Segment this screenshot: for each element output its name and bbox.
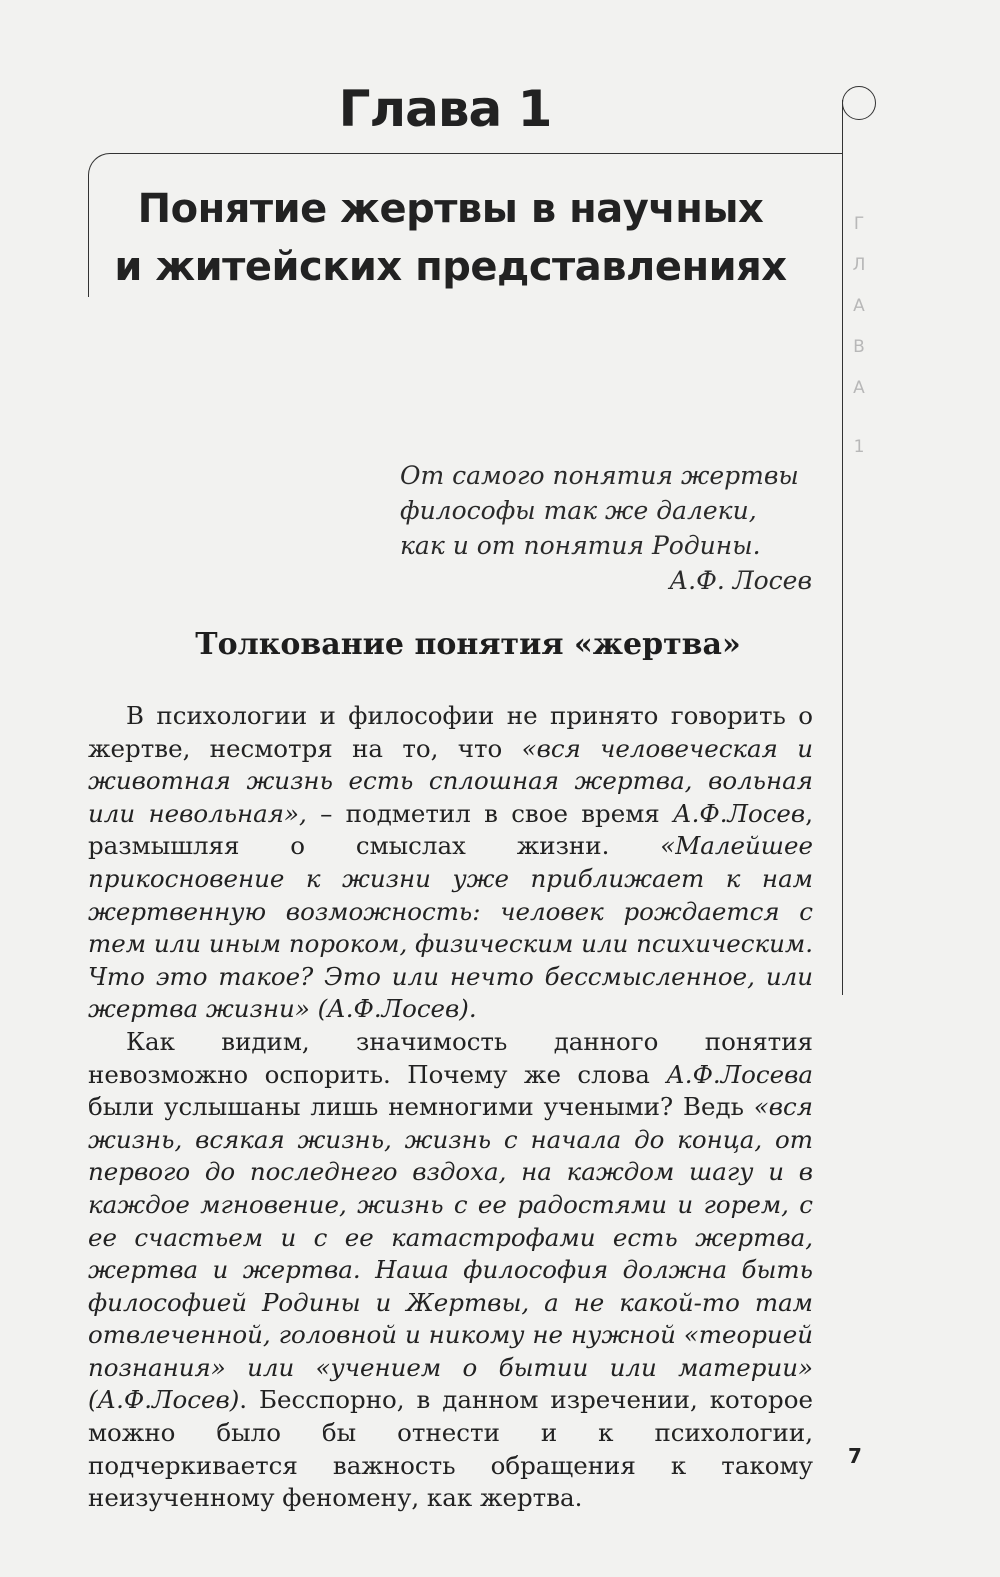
paragraph bbox=[88, 1026, 813, 1515]
chapter-title bbox=[88, 180, 813, 296]
chapter-tab-circle bbox=[842, 86, 876, 120]
side-tab-letter: В bbox=[853, 337, 865, 357]
quote-run: «вся жизнь, всякая жизнь, жизнь с начала до конца, от первого до последнего вздоха, на каждом шагу и в каждое мгновение, жизнь с ее радостями и горем, с ее счастьем и с ее катастрофами есть жертва, жертва и жертва. Наша философия должна быть философией Родины и Жертвы, а не какой-то там отвлеченной, головной и никому не нужной «теорией познания» или «учением о бытии или материи» (А.Ф.Лосев) bbox=[88, 1092, 813, 1415]
side-tab-letter: А bbox=[853, 296, 865, 316]
text-run: . Бесспорно, в данном изречении, которое можно было бы отнести и к психологии, подчеркивается важность обращения к такому неизученному феномену, как жертва. bbox=[88, 1385, 813, 1513]
frame-right-rule bbox=[842, 100, 843, 995]
side-chapter-tab bbox=[848, 212, 870, 476]
side-tab-number: 1 bbox=[853, 437, 865, 457]
epigraph-author: А.Ф. Лосев bbox=[669, 566, 812, 595]
page-number: 7 bbox=[848, 1444, 862, 1468]
chapter-title-line: и житейских представлениях bbox=[114, 244, 787, 290]
text-run: , размышляя о смыслах жизни. bbox=[88, 798, 813, 861]
epigraph-line: От самого понятия жертвы bbox=[400, 461, 799, 490]
body-text bbox=[88, 700, 813, 1515]
text-run: В психологии и философии не принято говорить о жертве, несмотря на то, что bbox=[88, 701, 813, 763]
epigraph-line: философы так же далеки, bbox=[400, 496, 757, 525]
chapter-label: Глава 1 bbox=[338, 80, 552, 138]
epigraph-line: как и от понятия Родины. bbox=[400, 531, 761, 560]
text-run: Как видим, значимость данного понятия невозможно оспорить. Почему же слова bbox=[88, 1026, 813, 1089]
chapter-title-line: Понятие жертвы в научных bbox=[137, 186, 764, 232]
frame-top-rule bbox=[110, 153, 842, 154]
text-run: были услышаны лишь немногими учеными? Ведь bbox=[88, 1092, 754, 1122]
side-tab-letter: Л bbox=[852, 255, 866, 275]
section-heading: Толкование понятия «жертва» bbox=[195, 627, 741, 662]
paragraph bbox=[88, 700, 813, 1026]
side-tab-letter: А bbox=[853, 378, 865, 398]
author-ref: А.Ф.Лосева bbox=[666, 1059, 813, 1089]
text-run: – подметил в свое время bbox=[306, 798, 674, 828]
quote-run: «вся человеческая и животная жизнь есть сплошная жертва, вольная или невольная», bbox=[88, 733, 813, 828]
author-ref: А.Ф.Лосев bbox=[673, 798, 806, 828]
quote-run: «Малейшее прикосновение к жизни уже приближает к нам жертвенную возможность: человек рождается с тем или иным пороком, физическим или психическим. Что это такое? Это или нечто бессмысленное, или жертва жизни» (А.Ф.Лосев). bbox=[88, 831, 813, 1024]
side-tab-letter: Г bbox=[853, 214, 865, 234]
epigraph bbox=[400, 458, 812, 598]
